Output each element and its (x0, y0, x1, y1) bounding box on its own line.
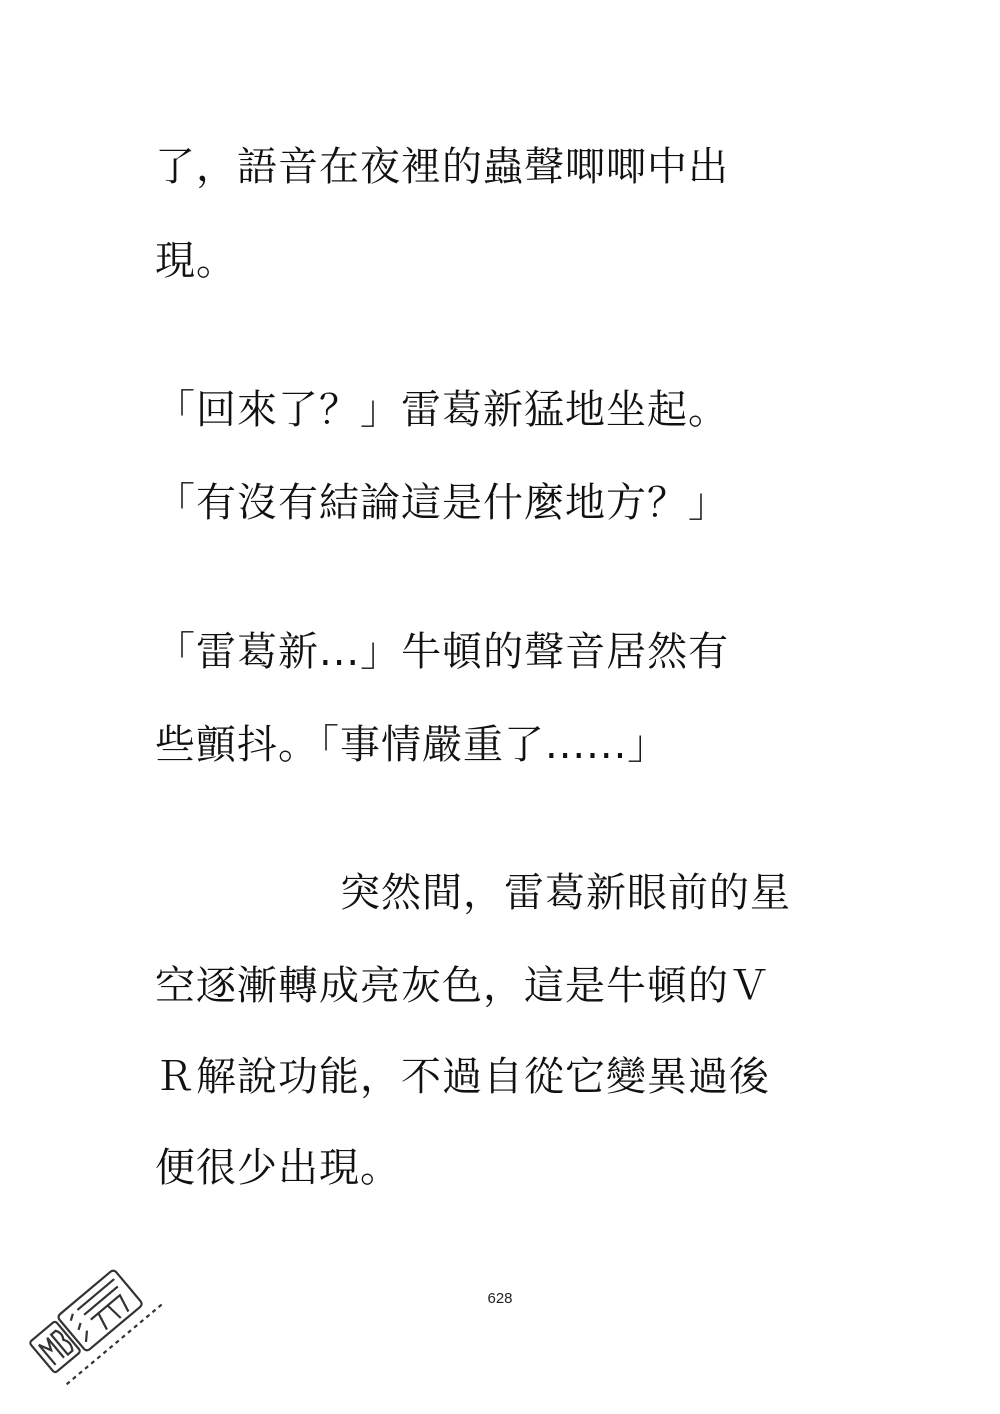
text-line: 「有沒有結論這是什麼地方？」 (155, 480, 729, 526)
manben-watermark-logo (10, 1235, 180, 1405)
text-line: Ｒ解說功能，不過自從它變異過後 (155, 1054, 770, 1100)
text-line: 「雷葛新...」牛頓的聲音居然有 (155, 629, 730, 675)
text-line: 了，語音在夜裡的蟲聲唧唧中出 (155, 144, 729, 190)
text-line: 便很少出現。 (155, 1145, 401, 1191)
text-line: 突然間，雷葛新眼前的星 (340, 870, 791, 916)
page-number: 628 (487, 1290, 513, 1307)
text-line: 現。 (155, 238, 237, 284)
text-line: 些顫抖。「事情嚴重了......」 (155, 722, 669, 768)
text-line: 「回來了？」雷葛新猛地坐起。 (155, 387, 729, 433)
text-line: 空逐漸轉成亮灰色，這是牛頓的Ｖ (155, 963, 770, 1009)
